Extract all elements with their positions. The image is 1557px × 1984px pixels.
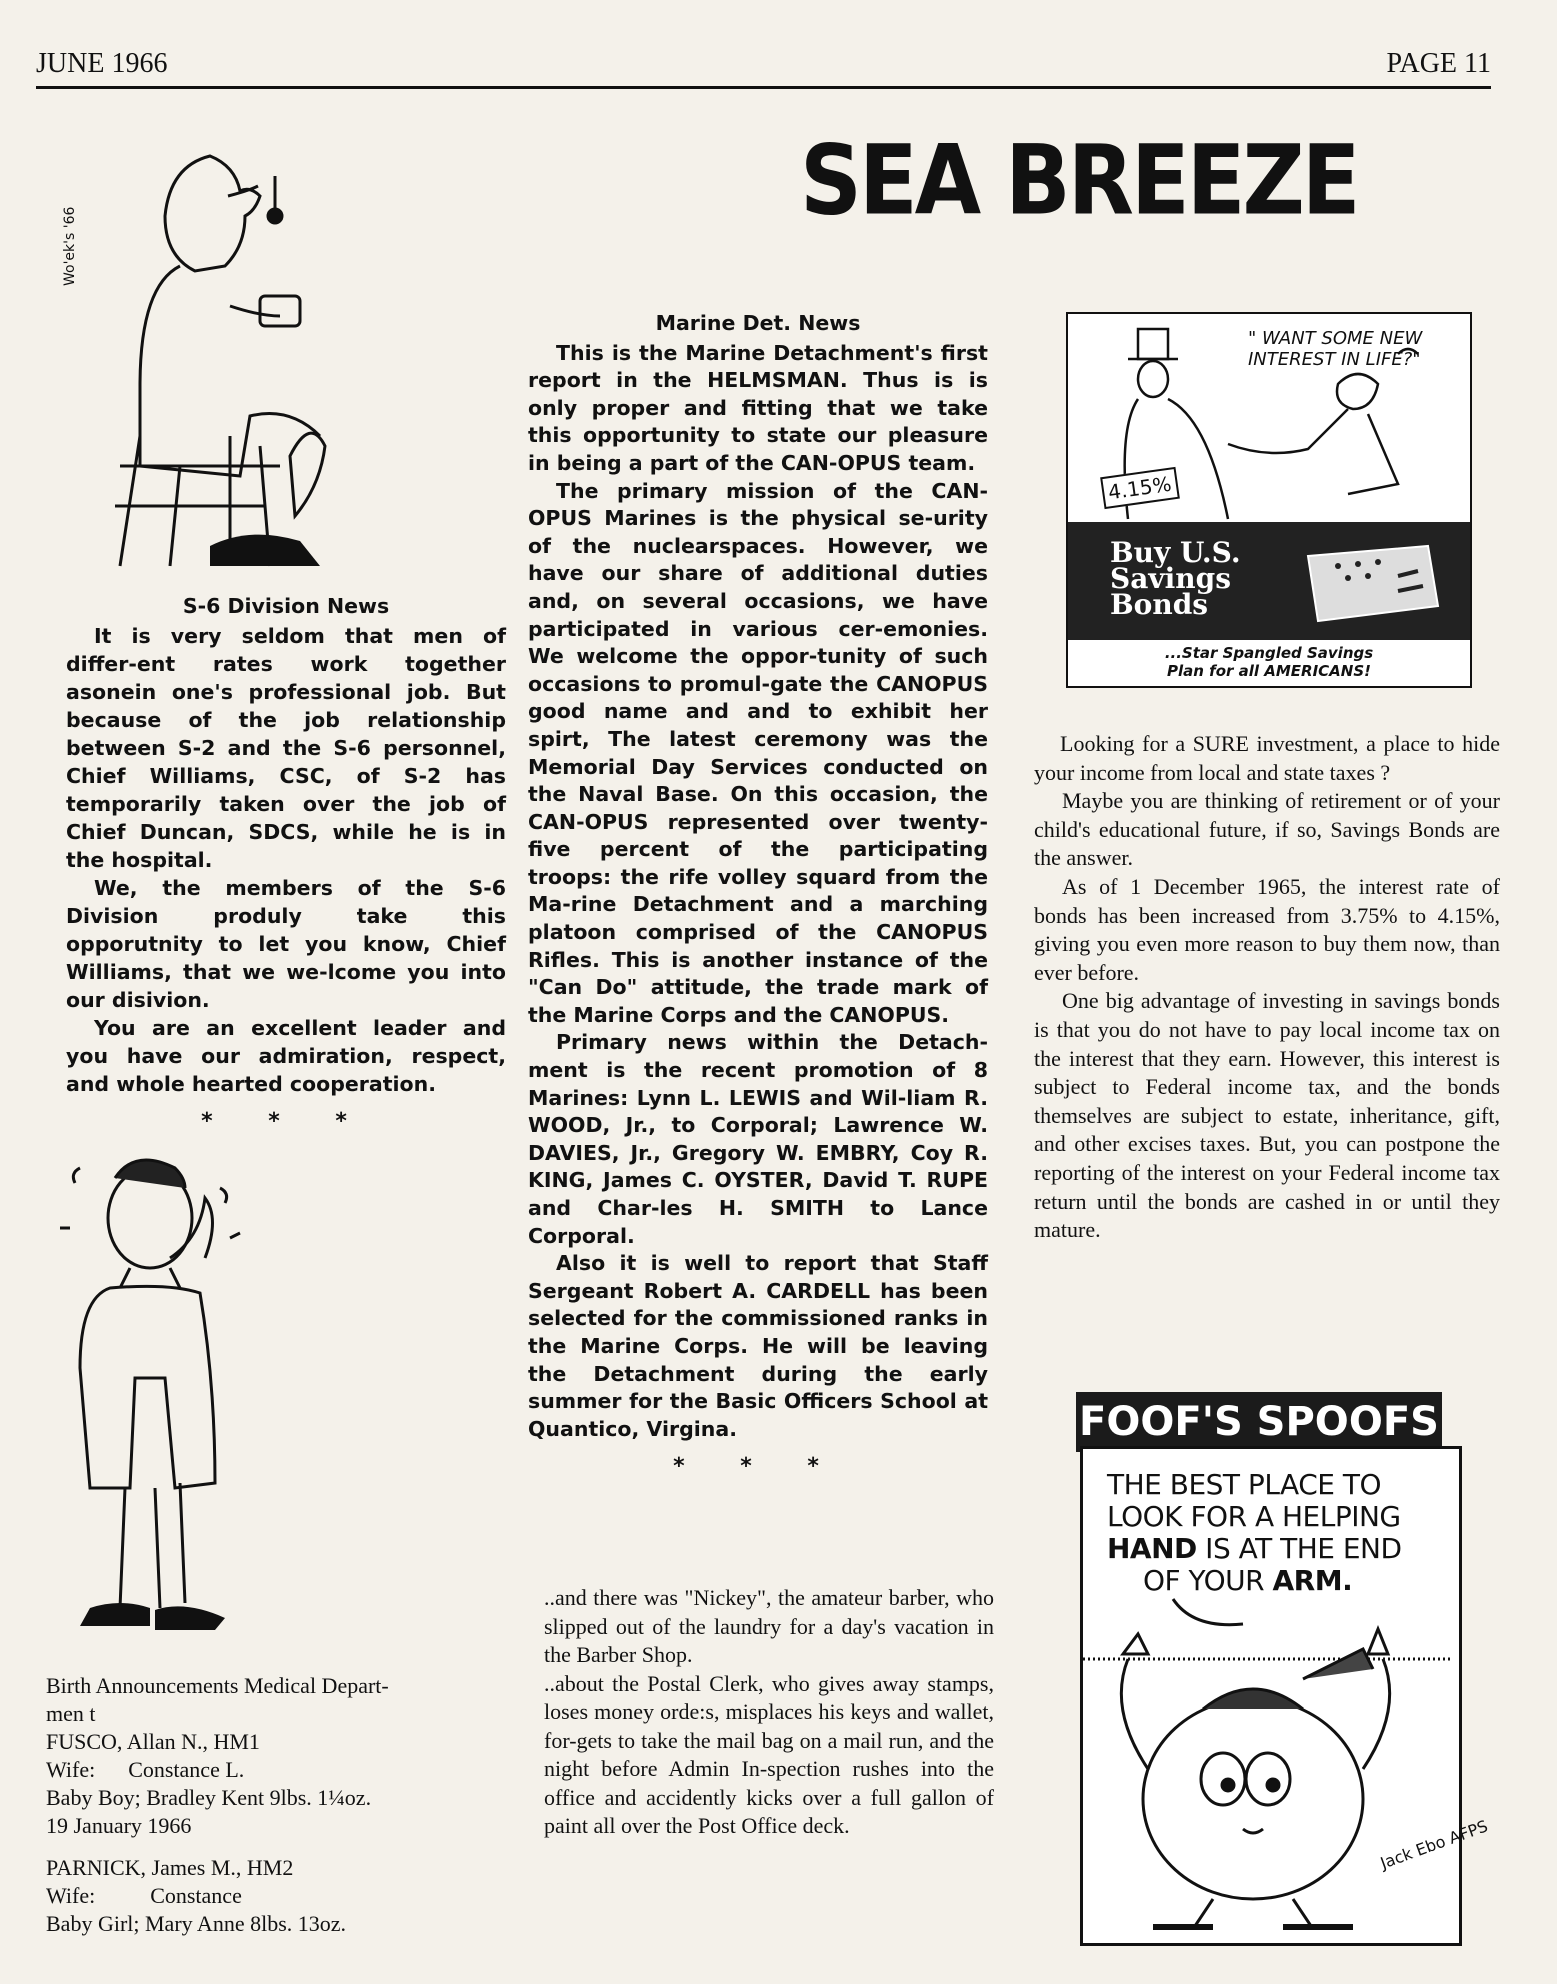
birth-line: Baby Girl; Mary Anne 8lbs. 13oz. [46,1911,347,1936]
interest-rate-sign: 4.15% [1100,467,1179,509]
bonds-paragraph: Maybe you are thinking of retirement or of your child's educational future, if so, Savings Bonds are the answer. [1034,788,1500,871]
gossip-paragraph: ..and there was "Nickey", the amateur barber, who slipped out of the laundry for a day's vacation in the Barber Shop. [544,1585,994,1667]
birth-line: Baby Boy; Bradley Kent 9lbs. 1¼oz. [46,1785,372,1810]
birth-line: men t [46,1701,96,1726]
birth-line: 19 January 1966 [46,1813,192,1838]
s6-paragraph: We, the members of the S-6 Division produly take this opporutnity to let you know, Chief Williams, that we we-lcome you into our disivion. [66,876,506,1012]
teapot-character-illustration [1083,1599,1491,1939]
caption-line: LOOK FOR A HELPING [1107,1500,1401,1533]
birth-line: PARNICK, James M., HM2 [46,1855,294,1880]
sitting-man-cartoon [60,136,360,576]
marine-det-news [528,310,988,1491]
birth-line: Birth Announcements Medical Depart- [46,1673,389,1698]
cartoon-signature: Wo'ek's '66 [62,206,78,286]
buy-bonds-headline [1110,536,1241,621]
caption-emphasis: ARM. [1272,1564,1353,1597]
caption-line [1107,1533,1427,1565]
birth-announcements [46,1672,516,1938]
flag-bonds-icon [1298,536,1448,626]
ad-speech-bubble: " WANT SOME NEW INTEREST IN LIFE?" [1248,328,1423,370]
birth-line: Wife: Constance [46,1883,242,1908]
s6-paragraph: You are an excellent leader and you have our admiration, respect, and whole hearted cooperation. [66,1016,506,1096]
savings-bond-ad [1066,312,1472,688]
marine-paragraph: The primary mission of the CAN-OPUS Marines is the physical se-urity of the nuclearspaces. However, we have our share of additional duties and, on several occasions, we have participated in various cer-emonies. We welcome the oppor-tunity of such occasions to promul-gate the CANOPUS good name and and to exhibit her spirt, The latest ceremony was the Memorial Day Services conducted on the Naval Base. On this occasion, the CAN-OPUS represented over twenty-five percent of the participating troops: the rife volley squard from the Ma-rine Detachment and a marching platoon comprised of the CANOPUS Rifles. This is another instance of the "Can Do" attitude, the trade mark of the Marine Corps and the CANOPUS. [528,478,988,1027]
page-number: PAGE 11 [1386,48,1491,79]
gossip-paragraph: ..about the Postal Clerk, who gives away stamps, loses money orde:s, misplaces his keys and wallet, for-gets to take the mail bag on a mail run, and the night before Admin In-spection rushes into the office and accidently kicks over a full gallon of paint all over the Post Office deck. [544,1670,994,1838]
ad-tagline [1068,644,1470,680]
foofs-spoofs-title: FOOF'S SPOOFS [1076,1392,1442,1452]
savings-bonds-article [1034,730,1500,1245]
issue-date: JUNE 1966 [36,48,168,79]
marine-heading: Marine Det. News [655,311,861,335]
birth-line: FUSCO, Allan N., HM1 [46,1729,260,1754]
comic-signature: Jack Ebo AFPS [1377,1816,1491,1873]
s6-division-news [66,592,506,1146]
marine-paragraph: This is the Marine Detachment's first report in the HELMSMAN. Thus is is only proper and fitting that we take this opportunity to state our pleasure in being a part of the CAN-OPUS team. [528,340,988,475]
caption-line [1107,1565,1427,1597]
headline-line: Bonds [1110,588,1209,621]
foofs-spoofs-comic [1080,1446,1491,1946]
marine-paragraph: Primary news within the Detach-ment is the recent promotion of 8 Marines: Lynn L. LEWIS and Wil-liam R. WOOD, Jr., to Corporal; Lawrence W. DAVIES, Jr., Gregory W. EMBRY, Coy R. KING, James C. OYSTER, David T. RUPE and Char-les H. SMITH to Lance Corporal. [528,1030,988,1248]
birth-line: Wife: Constance L. [46,1757,245,1782]
caption-emphasis: HAND [1107,1532,1197,1565]
tagline-line: ...Star Spangled Savings [1164,644,1374,662]
gossip-items [544,1584,994,1841]
headline-line: Savings [1110,562,1231,595]
bonds-paragraph: As of 1 December 1965, the interest rate of bonds has been increased from 3.75% to 4.15%, giving you even more reason to buy them now, than ever before. [1034,873,1500,985]
caption-text: IS AT THE END [1196,1532,1402,1565]
page-header [36,44,1491,89]
section-divider-stars: * * * [673,1454,843,1480]
caption-text: OF YOUR [1143,1564,1273,1597]
comic-caption [1107,1469,1427,1597]
birth-line [46,1840,516,1854]
tagline-line: Plan for all AMERICANS! [1167,662,1371,680]
masthead-title: SEA BREEZE [800,125,1358,237]
headline-line: Buy U.S. [1110,536,1241,569]
caption-line: THE BEST PLACE TO [1107,1468,1382,1501]
sweating-man-cartoon [50,1148,250,1648]
marine-paragraph: Also it is well to report that Staff Sergeant Robert A. CARDELL has been selected for the commissioned ranks in the Marine Corps. He will be leaving the Detachment during the early summer for the Basic Officers School at Quantico, Virgina. [528,1251,988,1441]
s6-paragraph: It is very seldom that men of differ-ent rates work together asonein one's professional job. But because of the job relationship between S-2 and the S-6 personnel, Chief Williams, CSC, of S-2 has temporarily taken over the job of Chief Duncan, SDCS, while he is in the hospital. [66,624,506,872]
bonds-paragraph: One big advantage of investing in savings bonds is that you do not have to pay local income tax on the interest that they earn. However, this interest is subject to Federal income tax, and the bonds themselves are subject to estate, inheritance, gift, and other excises taxes. But, you can postpone the reporting of the interest on your Federal income tax return until the bonds are cashed in or until they mature. [1034,988,1500,1243]
s6-heading: S-6 Division News [182,594,390,618]
bonds-paragraph: Looking for a SURE investment, a place to hide your income from local and state taxes ? [1034,731,1500,785]
section-divider-stars: * * * [201,1109,371,1134]
